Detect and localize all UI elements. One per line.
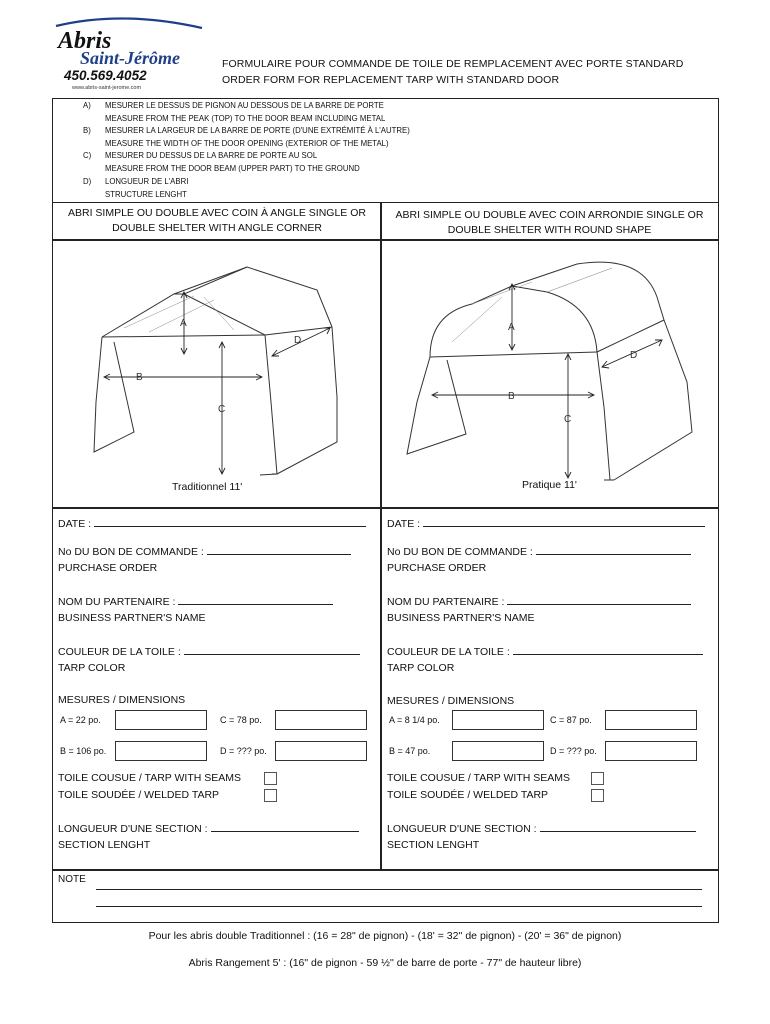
left-partner-line[interactable] bbox=[178, 593, 333, 605]
left-po-line[interactable] bbox=[207, 543, 351, 555]
left-color-line[interactable] bbox=[184, 643, 360, 655]
right-purchase-order-field[interactable]: No DU BON DE COMMANDE : PURCHASE ORDER bbox=[387, 543, 691, 576]
right-measure-c-input[interactable] bbox=[605, 710, 697, 730]
right-welded-tarp-label: TOILE SOUDÉE / WELDED TARP bbox=[387, 789, 549, 801]
right-partner-line[interactable] bbox=[507, 593, 691, 605]
dimension-b-label: B bbox=[508, 391, 515, 402]
left-tarp-seams-checkbox[interactable] bbox=[264, 772, 277, 785]
left-tarp-color-field[interactable]: COULEUR DE LA TOILE : TARP COLOR bbox=[58, 643, 360, 676]
right-po-line[interactable] bbox=[536, 543, 691, 555]
right-measure-a: A = 8 1/4 po. bbox=[389, 715, 440, 725]
svg-text:450.569.4052: 450.569.4052 bbox=[64, 68, 147, 83]
right-date-field[interactable]: DATE : bbox=[387, 515, 705, 532]
footer-double-traditional-note: Pour les abris double Traditionnel : (16 = 28" de pignon) - (18' = 32'' de pignon) - (20' = 36" de pignon) bbox=[148, 930, 622, 942]
left-measure-c: C = 78 po. bbox=[220, 715, 262, 725]
right-measure-d: D = ??? po. bbox=[550, 746, 597, 756]
left-measure-b: B = 106 po. bbox=[60, 746, 107, 756]
footer-storage-shelter-note: Abris Rangement 5' : (16" de pignon - 59 ½'' de barre de porte - 77" de hauteur libre) bbox=[188, 957, 582, 969]
right-date-line[interactable] bbox=[423, 515, 705, 527]
right-welded-tarp-checkbox[interactable] bbox=[591, 789, 604, 802]
measurement-instructions: A) MESURER LE DESSUS DE PIGNON AU DESSOUS DE LA BARRE DE PORTE MEASURE FROM THE PEAK (TOP) TO THE DOOR BEAM INCLUDING METAL B) MESURER LA LARGEUR DE LA BARRE DE PORTE (D'UNE EXTRÉMITÉ À L'AUTRE) MEASURE THE WIDTH OF THE DOOR OPENING (EXTERIOR OF THE METAL) C) MESURER DU DESSUS DE LA BARRE DE PORTE AU SOL MEASURE FROM THE DOOR BEAM (UPPER PART) TO THE GROUND D) LONGUEUR DE L'ABRI STRUCTURE LENGHT bbox=[52, 98, 719, 202]
left-date-line[interactable] bbox=[94, 515, 366, 527]
note-line-1[interactable] bbox=[96, 889, 702, 890]
left-section-line[interactable] bbox=[211, 820, 359, 832]
svg-text:Saint-Jérôme: Saint-Jérôme bbox=[80, 48, 181, 68]
right-tarp-color-field[interactable]: COULEUR DE LA TOILE : TARP COLOR bbox=[387, 643, 703, 676]
round-shape-shelter-diagram bbox=[382, 242, 717, 505]
left-tarp-seams-label: TOILE COUSUE / TARP WITH SEAMS bbox=[58, 772, 242, 784]
left-partner-name-field[interactable]: NOM DU PARTENAIRE : BUSINESS PARTNER'S NAME bbox=[58, 593, 333, 626]
svg-text:www.abris-saint-jerome.com: www.abris-saint-jerome.com bbox=[72, 85, 142, 91]
left-purchase-order-field[interactable]: No DU BON DE COMMANDE : PURCHASE ORDER bbox=[58, 543, 351, 576]
form-title bbox=[222, 56, 683, 88]
left-measure-a: A = 22 po. bbox=[60, 715, 101, 725]
svg-text:Abris: Abris bbox=[58, 28, 112, 54]
dimension-c-label: C bbox=[564, 414, 572, 425]
dimension-d-label: D bbox=[630, 350, 638, 361]
dimension-d-label: D bbox=[294, 335, 302, 346]
note-line-2[interactable] bbox=[96, 906, 702, 907]
right-tarp-seams-checkbox[interactable] bbox=[591, 772, 604, 785]
left-measure-d: D = ??? po. bbox=[220, 746, 267, 756]
left-section-length-field[interactable]: LONGUEUR D'UNE SECTION : SECTION LENGHT bbox=[58, 820, 359, 853]
left-dimensions-heading: MESURES / DIMENSIONS bbox=[58, 694, 186, 706]
dimension-b-label: B bbox=[136, 372, 143, 383]
right-partner-name-field[interactable]: NOM DU PARTENAIRE : BUSINESS PARTNER'S NAME bbox=[387, 593, 691, 626]
left-shelter-caption: Traditionnel 11' bbox=[172, 481, 243, 493]
left-measure-a-input[interactable] bbox=[115, 710, 207, 730]
form-title-en: ORDER FORM FOR REPLACEMENT TARP WITH STANDARD DOOR bbox=[222, 74, 560, 86]
left-welded-tarp-label: TOILE SOUDÉE / WELDED TARP bbox=[58, 789, 220, 801]
form-title-fr: FORMULAIRE POUR COMMANDE DE TOILE DE REMPLACEMENT AVEC PORTE STANDARD bbox=[222, 58, 684, 70]
left-measure-d-input[interactable] bbox=[275, 741, 367, 761]
left-shelter-title: ABRI SIMPLE OU DOUBLE AVEC COIN À ANGLE SINGLE OR DOUBLE SHELTER WITH ANGLE CORNER bbox=[68, 207, 366, 234]
note-row-divider bbox=[52, 869, 719, 871]
left-date-field[interactable]: DATE : bbox=[58, 515, 366, 532]
right-dimensions-heading: MESURES / DIMENSIONS bbox=[387, 695, 515, 707]
title-row-divider bbox=[52, 239, 719, 241]
left-measure-b-input[interactable] bbox=[115, 741, 207, 761]
image-row-divider bbox=[52, 507, 719, 509]
right-shelter-caption: Pratique 11' bbox=[522, 479, 577, 491]
dimension-c-label: C bbox=[218, 404, 226, 415]
left-measure-c-input[interactable] bbox=[275, 710, 367, 730]
right-shelter-title: ABRI SIMPLE OU DOUBLE AVEC COIN ARRONDIE SINGLE OR DOUBLE SHELTER WITH ROUND SHAPE bbox=[395, 209, 704, 236]
right-measure-b-input[interactable] bbox=[452, 741, 544, 761]
right-measure-b: B = 47 po. bbox=[389, 746, 431, 756]
right-measure-d-input[interactable] bbox=[605, 741, 697, 761]
angle-corner-shelter-diagram bbox=[54, 242, 379, 505]
note-label: NOTE bbox=[58, 874, 86, 885]
abris-saint-jerome-logo bbox=[52, 14, 212, 92]
right-measure-c: C = 87 po. bbox=[550, 715, 592, 725]
right-tarp-seams-label: TOILE COUSUE / TARP WITH SEAMS bbox=[387, 772, 571, 784]
dimension-a-label: A bbox=[180, 318, 187, 329]
dimension-a-label: A bbox=[508, 322, 515, 333]
right-section-length-field[interactable]: LONGUEUR D'UNE SECTION : SECTION LENGHT bbox=[387, 820, 696, 853]
right-section-line[interactable] bbox=[540, 820, 696, 832]
left-welded-tarp-checkbox[interactable] bbox=[264, 789, 277, 802]
right-measure-a-input[interactable] bbox=[452, 710, 544, 730]
right-color-line[interactable] bbox=[513, 643, 703, 655]
